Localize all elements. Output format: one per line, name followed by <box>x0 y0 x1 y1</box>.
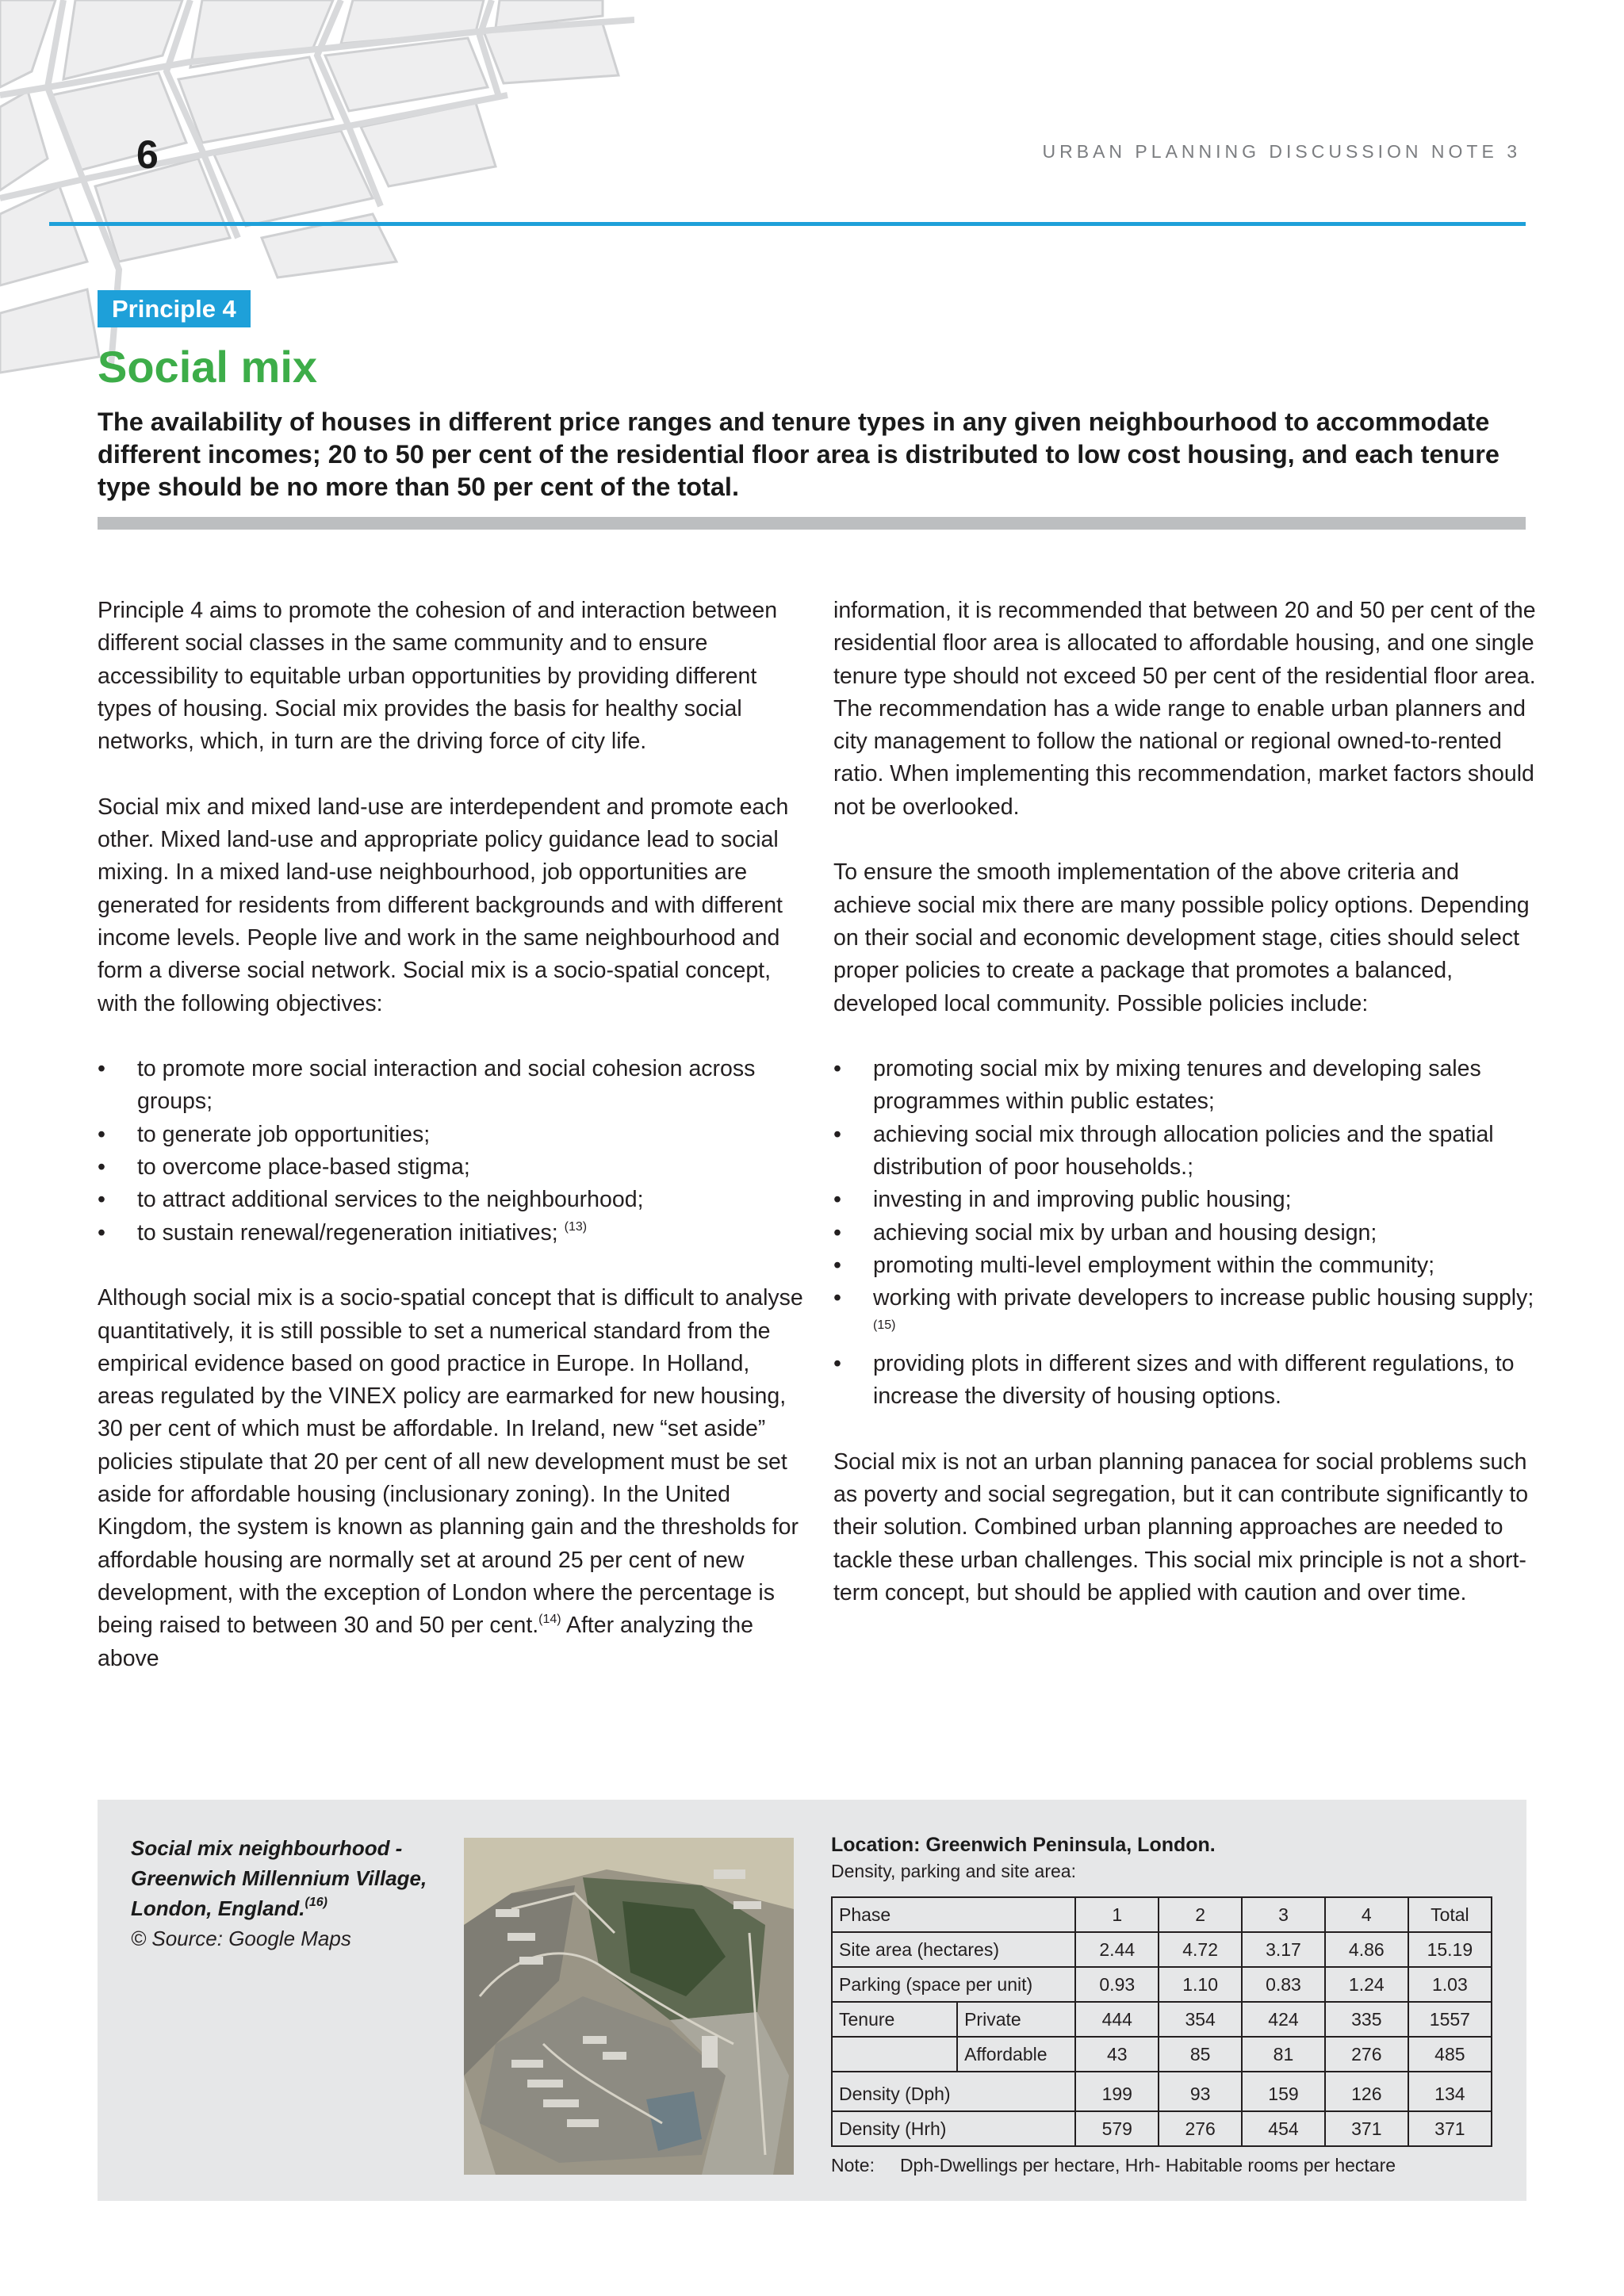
table-cell: Total <box>1408 1897 1492 1932</box>
list-item <box>98 1217 803 1249</box>
note-label: Note: <box>831 2155 875 2175</box>
caption-title-text: Social mix neighbourhood - Greenwich Millennium Village, London, England. <box>131 1836 427 1920</box>
table-cell: 93 <box>1159 2072 1242 2111</box>
table-cell: 4.72 <box>1159 1932 1242 1967</box>
table-cell: 0.93 <box>1075 1967 1159 2002</box>
caption-title <box>131 1833 440 1923</box>
table-cell: 43 <box>1075 2037 1159 2072</box>
summary-divider <box>98 517 1526 530</box>
table-cell: 354 <box>1159 2002 1242 2037</box>
publication-header: URBAN PLANNING DISCUSSION NOTE 3 <box>1042 141 1521 162</box>
body-paragraph: Social mix is not an urban planning panacea for social problems such as poverty and social segregation, but it can contribute significantly to their solution. Combined urban planning approaches are needed to tackle these urban challenges. This social mix principle is not a short-term concept, but should be applied with caution and over time. <box>833 1448 1529 1605</box>
table-cell: Density (Hrh) <box>832 2111 1075 2146</box>
note-text: Dph-Dwellings per hectare, Hrh- Habitable rooms per hectare <box>899 2155 1396 2175</box>
body-paragraph <box>98 1282 803 1675</box>
right-column <box>833 595 1539 1643</box>
list-item: • to generate job opportunities; <box>98 1119 803 1151</box>
table-cell: 4.86 <box>1325 1932 1408 1967</box>
list-item-text: working with private developers to increase public housing supply; <box>873 1285 1534 1311</box>
table-cell: Tenure <box>832 2002 957 2037</box>
table-cell: 134 <box>1408 2072 1492 2111</box>
table-cell: 3 <box>1242 1897 1325 1932</box>
table-note <box>831 2155 1497 2176</box>
table-cell: 1557 <box>1408 2002 1492 2037</box>
table-cell: 1.24 <box>1325 1967 1408 2002</box>
table-cell: 371 <box>1325 2111 1408 2146</box>
list-item: • achieving social mix through allocation policies and the spatial distribution of poor households.; <box>833 1119 1539 1184</box>
table-cell: 85 <box>1159 2037 1242 2072</box>
table-cell: 579 <box>1075 2111 1159 2146</box>
table-cell: 4 <box>1325 1897 1408 1932</box>
table-cell: Density (Dph) <box>832 2072 1075 2111</box>
list-item: • to attract additional services to the neighbourhood; <box>98 1184 803 1216</box>
list-item-text: to sustain renewal/regeneration initiatives; <box>137 1219 558 1246</box>
principle-summary: The availability of houses in different price ranges and tenure types in any given neighbourhood to accommodate different incomes; 20 to 50 per cent of the residential floor area is distributed to low cost housing, and each tenure type should be no more than 50 per cent of the total. <box>98 408 1500 501</box>
table-row <box>832 1897 1492 1932</box>
list-item: • to promote more social interaction and social cohesion across groups; <box>98 1053 803 1119</box>
table-row <box>832 1932 1492 1967</box>
list-item: • promoting multi-level employment within the community; <box>833 1249 1539 1282</box>
table-location: Location: Greenwich Peninsula, London. <box>831 1834 1216 1856</box>
table-cell: 1.10 <box>1159 1967 1242 2002</box>
table-cell: Phase <box>832 1897 1075 1932</box>
principle-badge: Principle 4 <box>98 290 251 327</box>
table-cell: 3.17 <box>1242 1932 1325 1967</box>
list-item: • to overcome place-based stigma; <box>98 1151 803 1184</box>
list-item <box>833 1282 1539 1348</box>
table-cell: 1 <box>1075 1897 1159 1932</box>
table-row <box>832 2037 1492 2072</box>
footnote-ref: (14) <box>538 1613 561 1627</box>
footnote-ref: (16) <box>304 1896 327 1909</box>
table-row <box>832 2002 1492 2037</box>
table-subtitle: Density, parking and site area: <box>831 1861 1076 1881</box>
figure-caption <box>131 1833 440 1954</box>
table-cell: 276 <box>1325 2037 1408 2072</box>
table-cell: Parking (space per unit) <box>832 1967 1075 2002</box>
table-cell: 276 <box>1159 2111 1242 2146</box>
density-table-area <box>831 1831 1497 2176</box>
table-cell: 159 <box>1242 2072 1325 2111</box>
table-cell: 454 <box>1242 2111 1325 2146</box>
table-cell: 444 <box>1075 2002 1159 2037</box>
table-cell: 371 <box>1408 2111 1492 2146</box>
table-cell: 2 <box>1159 1897 1242 1932</box>
table-cell: Site area (hectares) <box>832 1932 1075 1967</box>
body-paragraph: Social mix and mixed land-use are interdependent and promote each other. Mixed land-use and appropriate policy guidance lead to social mixing. In a mixed land-use neighbourhood, job opportunities are generated for residents from different backgrounds and with different income levels. People live and work in the same neighbourhood and form a diverse social network. Social mix is a socio-spatial concept, with the following objectives: <box>98 794 789 1016</box>
table-row <box>832 2072 1492 2111</box>
table-cell: 126 <box>1325 2072 1408 2111</box>
paragraph-text: Although social mix is a socio-spatial concept that is difficult to analyse quantitatively, it is still possible to set a numerical standard from the empirical evidence based on good practice in Europe. In Holland, areas regulated by the VINEX policy are earmarked for new housing, 30 per cent of which must be affordable. In Ireland, new “set aside” policies stipulate that 20 per cent of all new development must be set aside for affordable housing (inclusionary zoning). In the United Kingdom, the system is known as planning gain and the thresholds for affordable housing are normally set at around 25 per cent of new development, with the exception of London where the percentage is being raised to between 30 and 50 per cent. <box>98 1285 803 1639</box>
density-table <box>831 1896 1492 2147</box>
paragraph-text: After analyzing the above <box>98 1613 754 1671</box>
section-title: Social mix <box>98 342 318 392</box>
table-cell: 0.83 <box>1242 1967 1325 2002</box>
table-row <box>832 2111 1492 2146</box>
figure-panel <box>98 1800 1526 2201</box>
aerial-map-image <box>464 1838 794 2175</box>
objectives-list <box>98 1053 803 1249</box>
body-paragraph: Principle 4 aims to promote the cohesion of and interaction between different social classes in the same community and to ensure accessibility to equitable urban opportunities by providing different types of housing. Social mix provides the basis for healthy social networks, which, in turn are the driving force of city life. <box>98 598 778 755</box>
footnote-ref: (15) <box>873 1318 896 1332</box>
table-cell: 424 <box>1242 2002 1325 2037</box>
policies-list <box>833 1053 1539 1413</box>
table-cell: 2.44 <box>1075 1932 1159 1967</box>
header-divider <box>49 222 1526 226</box>
page-number: 6 <box>136 132 159 177</box>
table-cell <box>832 2037 957 2072</box>
table-cell: 1.03 <box>1408 1967 1492 2002</box>
body-paragraph: To ensure the smooth implementation of the above criteria and achieve social mix there are many possible policy options. Depending on their social and economic development stage, cities should select proper policies to create a package that promotes a balanced, developed local community. Possible policies include: <box>833 859 1530 1016</box>
list-item: • promoting social mix by mixing tenures and developing sales programmes within public estates; <box>833 1053 1539 1119</box>
table-cell: 199 <box>1075 2072 1159 2111</box>
list-item: • achieving social mix by urban and housing design; <box>833 1217 1539 1249</box>
list-item: • investing in and improving public housing; <box>833 1184 1539 1216</box>
table-cell: Affordable <box>957 2037 1075 2072</box>
footnote-ref: (13) <box>564 1219 588 1234</box>
caption-source: © Source: Google Maps <box>131 1927 351 1950</box>
table-cell: 81 <box>1242 2037 1325 2072</box>
table-cell: 335 <box>1325 2002 1408 2037</box>
table-cell: 15.19 <box>1408 1932 1492 1967</box>
left-column <box>98 595 803 1708</box>
list-item: • providing plots in different sizes and with different regulations, to increase the diversity of housing options. <box>833 1348 1539 1414</box>
table-cell: Private <box>957 2002 1075 2037</box>
body-paragraph: information, it is recommended that between 20 and 50 per cent of the residential floor area is allocated to affordable housing, and one single tenure type should not exceed 50 per cent of the residential floor area. The recommendation has a wide range to enable urban planners and city management to follow the national or regional owned-to-rented ratio. When implementing this recommendation, market factors should not be overlooked. <box>833 598 1536 820</box>
table-cell: 485 <box>1408 2037 1492 2072</box>
table-row <box>832 1967 1492 2002</box>
